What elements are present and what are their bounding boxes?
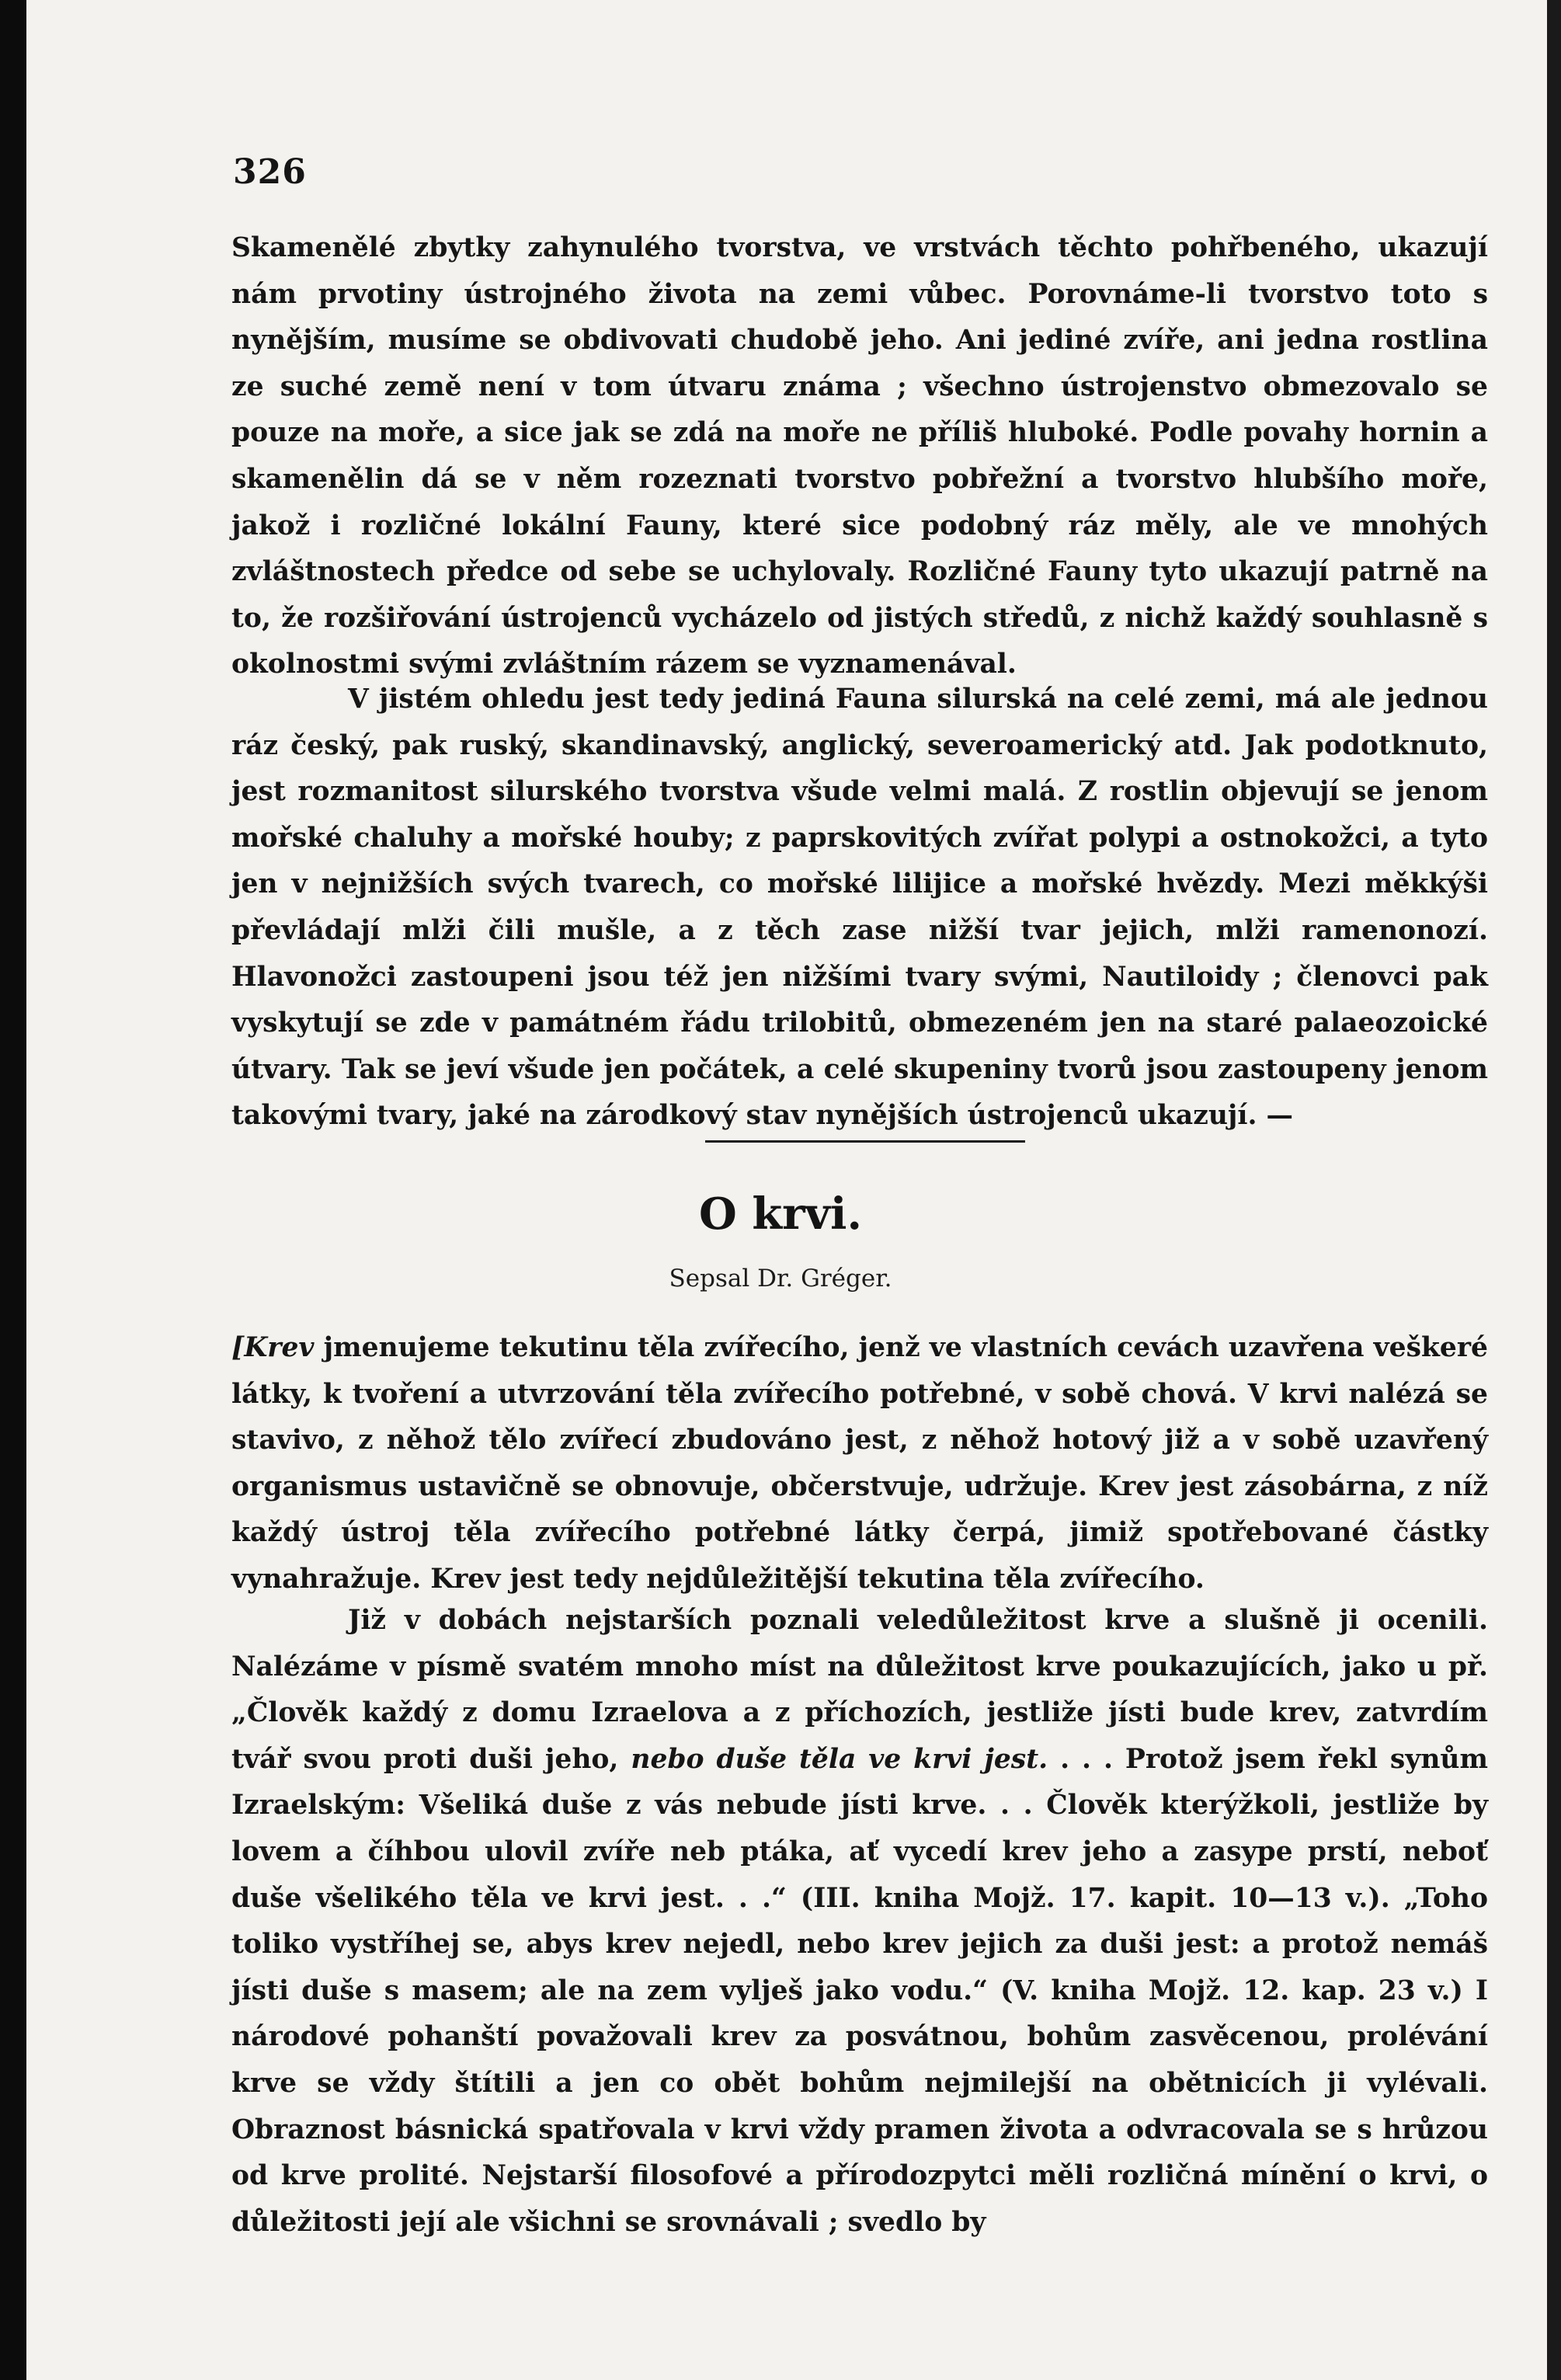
article-lead-word: [Krev [231, 1332, 315, 1363]
article-paragraph-text: Již v dobách nejstarších poznali veledůležitost krve a slušně ji ocenili. Nalézáme v písmě svatém mnoho míst na důležitost krve poukazujících, jako u př. „Člověk každý z domu Izraelova a z příchozích, jestliže jísti bude krev, zatvrdím tvář svou proti duši jeho, [231, 1605, 1488, 1775]
scan-edge [1547, 0, 1561, 2380]
scanned-page [26, 0, 1547, 2380]
page-number: 326 [233, 152, 307, 192]
section-divider [705, 1140, 1025, 1143]
article-title: O krvi. [699, 1188, 862, 1240]
article-author: Sepsal Dr. Gréger. [669, 1265, 892, 1293]
article-paragraph-text: jmenujeme tekutinu těla zvířecího, jenž ve vlastních cevách uzavřena veškeré látky, k tvoření a utvrzování těla zvířecího potřebné, v sobě chová. V krvi nalézá se stavivo, z něhož tělo zvířecí zbudováno jest, z něhož hotový již a v sobě uzavřený organismus ustavičně se obnovuje, občerstvuje, udržuje. Krev jest zásobárna, z níž každý ústroj těla zvířecího potřebné látky čerpá, jimiž spotřebované částky vynahražuje. Krev jest tedy nejdůležitější tekutina těla zvířecího. [231, 1332, 1488, 1595]
article-paragraph-text: . . . Protož jsem řekl synům Izraelským: Všeliká duše z vás nebude jísti krve. . . Člověk kterýžkoli, jestliže by lovem a číhbou ulovil zvíře neb ptáka, ať vycedí krev jeho a zasype prstí, neboť duše všelikého těla ve krvi jest. . .“ (III. kniha Mojž. 17. kapit. 10—13 v.). „Toho toliko vystříhej se, abys krev nejedl, nebo krev jejich za duši jest: a protož nemáš jísti duše s masem; ale na zem vylješ jako vodu.“ (V. kniha Mojž. 12. kap. 23 v.) I národové pohanští považovali krev za posvátnou, bohům zasvěcenou, prolévání krve se vždy štítili a jen co obět bohům nejmilejší na obětnicích ji vylévali. Obraznost básnická spatřovala v krvi vždy pramen života a odvracovala se s hrůzou od krve prolité. Nejstarší filosofové a přírodozpytci měli rozličná mínění o krvi, o důležitosti její ale všichni se srovnávali ; svedlo by [231, 1743, 1488, 2238]
body-paragraph: V jistém ohledu jest tedy jediná Fauna silurská na celé zemi, má ale jednou ráz český, pak ruský, skandinavský, anglický, severoamerický atd. Jak podotknuto, jest rozmanitost silurského tvorstva všude velmi malá. Z rostlin objevují se jenom mořské chaluhy a mořské houby; z paprskovitých zvířat polypi a ostnokožci, a tyto jen v nejnižších svých tvarech, co mořské lilijice a mořské hvězdy. Mezi měkkýši převládají mlži čili mušle, a z těch zase nižší tvar jejich, mlži ramenonozí. Hlavonožci zastoupeni jsou též jen nižšími tvary svými, Nautiloidy ; členovci pak vyskytují se zde v památném řádu trilobitů, obmezeném jen na staré palaeozoické útvary. Tak se jeví všude jen počátek, a celé skupeniny tvorů jsou zastoupeny jenom takovými tvary, jaké na zárodkový stav nynějších ústrojenců ukazují. — [231, 684, 1488, 1132]
article-paragraph [231, 1325, 1488, 1603]
italic-quote: nebo duše těla ve krvi jest. [631, 1743, 1048, 1775]
body-paragraph: Skamenělé zbytky zahynulého tvorstva, ve vrstvách těchto pohřbeného, ukazují nám prvotiny ústrojného života na zemi vůbec. Porovnáme-li tvorstvo toto s nynějším, musíme se obdivovati chudobě jeho. Ani jediné zvíře, ani jedna rostlina ze suché země není v tom útvaru známa ; všechno ústrojenstvo obmezovalo se pouze na moře, a sice jak se zdá na moře ne příliš hluboké. Podle povahy hornin a skamenělin dá se v něm rozeznati tvorstvo pobřežní a tvorstvo hlubšího moře, jakož i rozličné lokální Fauny, které sice podobný ráz měly, ale ve mnohých zvláštnostech předce od sebe se uchylovaly. Rozličné Fauny tyto ukazují patrně na to, že rozšiřování ústrojenců vycházelo od jistých středů, z nichž každý souhlasně s okolnostmi svými zvláštním rázem se vyznamenával. [231, 232, 1488, 680]
article-paragraph [231, 1598, 1488, 2246]
